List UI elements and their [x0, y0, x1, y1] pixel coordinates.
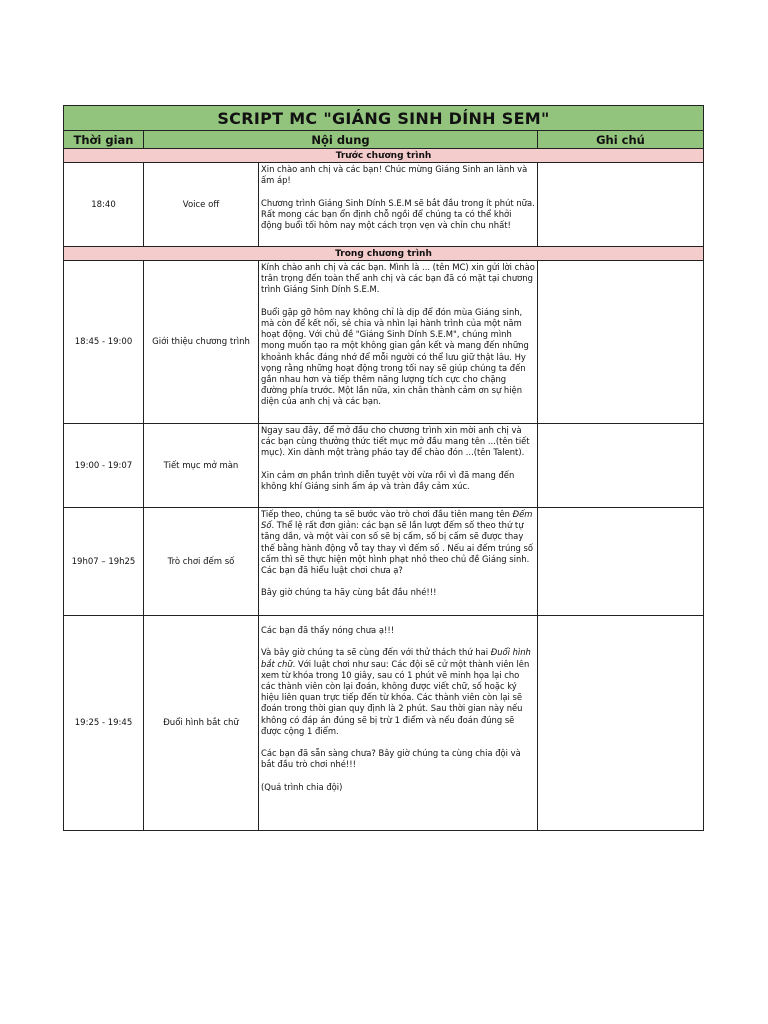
section-header-before: Trước chương trình [64, 149, 704, 163]
time-cell: 19:25 - 19:45 [64, 616, 144, 831]
content-paragraph [261, 509, 535, 576]
content-paragraph: Xin cảm ơn phần trình diễn tuyệt vời vừa rồi vì đã mang đến không khí Giáng sinh ấm áp và tràn đầy cảm xúc. [261, 469, 517, 491]
content-cell [259, 508, 538, 616]
content-paragraph: Ngay sau đây, để mở đầu cho chương trình xin mời anh chị và các bạn cùng thưởng thức tiết mục mở đầu mang tên ...(tên tiết mục). Xin dành một tràng pháo tay để chào đón ...(tên Talent). [261, 425, 533, 458]
time-cell: 19:00 - 19:07 [64, 424, 144, 508]
content-paragraph: Các bạn đã sẵn sàng chưa? Bây giờ chúng ta cùng chia đội và bắt đầu trò chơi nhé!!! [261, 748, 524, 770]
column-header-row [64, 131, 704, 149]
content-paragraph: (Quá trình chia đội) [261, 781, 343, 792]
time-cell: 19h07 – 19h25 [64, 508, 144, 616]
text-span: . Thể lệ rất đơn giản: các bạn sẽ lần lượt đếm số theo thứ tự tăng dần, và một vài con số sẽ bị cấm, số bị cấm sẽ được thay thế bằng hành động vỗ tay thay vì đếm số . Nếu ai đếm trúng số cấm thì sẽ thực hiện một hình phạt nhỏ theo chủ đề Giáng sinh. Các bạn đã hiểu luật chơi chưa ạ? [261, 520, 536, 576]
table-row [64, 261, 704, 424]
text-span: Và bây giờ chúng ta sẽ cùng đến với thử thách thứ hai [261, 647, 491, 658]
segment-cell: Voice off [144, 163, 259, 247]
text-span: Tiếp theo, chúng ta sẽ bước vào trò chơi đầu tiên mang tên [261, 509, 513, 519]
table-row [64, 424, 704, 508]
content-cell [259, 424, 538, 508]
content-cell [259, 616, 538, 831]
title-row [64, 106, 704, 131]
content-cell [259, 163, 538, 247]
section-header-during: Trong chương trình [64, 247, 704, 261]
content-paragraph: Kính chào anh chị và các bạn. Mình là ... (tên MC) xin gửi lời chào trân trọng đến toàn thể anh chị và các bạn đã có mặt tại chương trình Giáng Sinh Dính S.E.M. [261, 262, 538, 295]
game-name: Đuổi hình bắt chữ [261, 647, 534, 669]
notes-cell [538, 508, 704, 616]
document-title: SCRIPT MC "GIÁNG SINH DÍNH SEM" [64, 106, 704, 131]
content-cell [259, 261, 538, 424]
table-row [64, 616, 704, 831]
notes-cell [538, 424, 704, 508]
segment-cell: Đuổi hình bắt chữ [144, 616, 259, 831]
column-header-time: Thời gian [64, 131, 144, 149]
notes-cell [538, 163, 704, 247]
table-row [64, 508, 704, 616]
content-paragraph: Xin chào anh chị và các bạn! Chúc mừng Giáng Sinh an lành và ấm áp! [261, 164, 530, 186]
time-cell: 18:40 [64, 163, 144, 247]
section-row-before [64, 149, 704, 163]
notes-cell [538, 261, 704, 424]
segment-cell: Tiết mục mở màn [144, 424, 259, 508]
content-paragraph: Buổi gặp gỡ hôm nay không chỉ là dịp để đón mùa Giáng sinh, mà còn để kết nối, sẻ chia và nhìn lại hành trình của một năm hoạt động. Với chủ đề "Giáng Sinh Dính S.E.M", chúng mình mong muốn tạo ra một không gian gắn kết và mang đến những khoảnh khắc đáng nhớ để mỗi người có thể lưu giữ thật lâu. Hy vọng rằng những hoạt động trong tối nay sẽ giúp chúng ta đến gần nhau hơn và tiếp thêm năng lượng tích cực cho chặng đường phía trước. Một lần nữa, xin chân thành cảm ơn sự hiện diện của anh chị và các bạn. [261, 306, 532, 407]
game-name: Đếm Số [261, 509, 536, 531]
content-paragraph: Các bạn đã thấy nóng chưa ạ!!! [261, 625, 395, 635]
notes-cell [538, 616, 704, 831]
segment-cell: Giới thiệu chương trình [144, 261, 259, 424]
content-paragraph: Bây giờ chúng ta hãy cùng bắt đầu nhé!!! [261, 587, 437, 598]
content-paragraph: Chương trình Giáng Sinh Dính S.E.M sẽ bắt đầu trong ít phút nữa. Rất mong các bạn ổn định chỗ ngồi để chúng ta có thể khởi động buổi tối hôm nay một cách trọn vẹn và chỉn chu nhất! [261, 197, 538, 230]
column-header-content: Nội dung [144, 131, 538, 149]
table-row [64, 163, 704, 247]
script-table [63, 105, 704, 831]
content-paragraph [261, 647, 535, 737]
text-span: . Với luật chơi như sau: Các đội sẽ cử một thành viên lên xem từ khóa trong 10 giây, sau có 1 phút vẽ minh họa lại cho các thành viên còn lại đoán, không được viết chữ, số hoặc ký hiệu liên quan trực tiếp đến từ khóa. Các thành viên còn lại sẽ đoán trong thời gian quy định là 2 phút. Sau thời gian này nếu không có đáp án đúng sẽ bị trừ 1 điểm và nếu đoán đúng sẽ được cộng 1 điểm. [261, 658, 532, 736]
column-header-notes: Ghi chú [538, 131, 704, 149]
section-row-during [64, 247, 704, 261]
segment-cell: Trò chơi đếm số [144, 508, 259, 616]
time-cell: 18:45 - 19:00 [64, 261, 144, 424]
